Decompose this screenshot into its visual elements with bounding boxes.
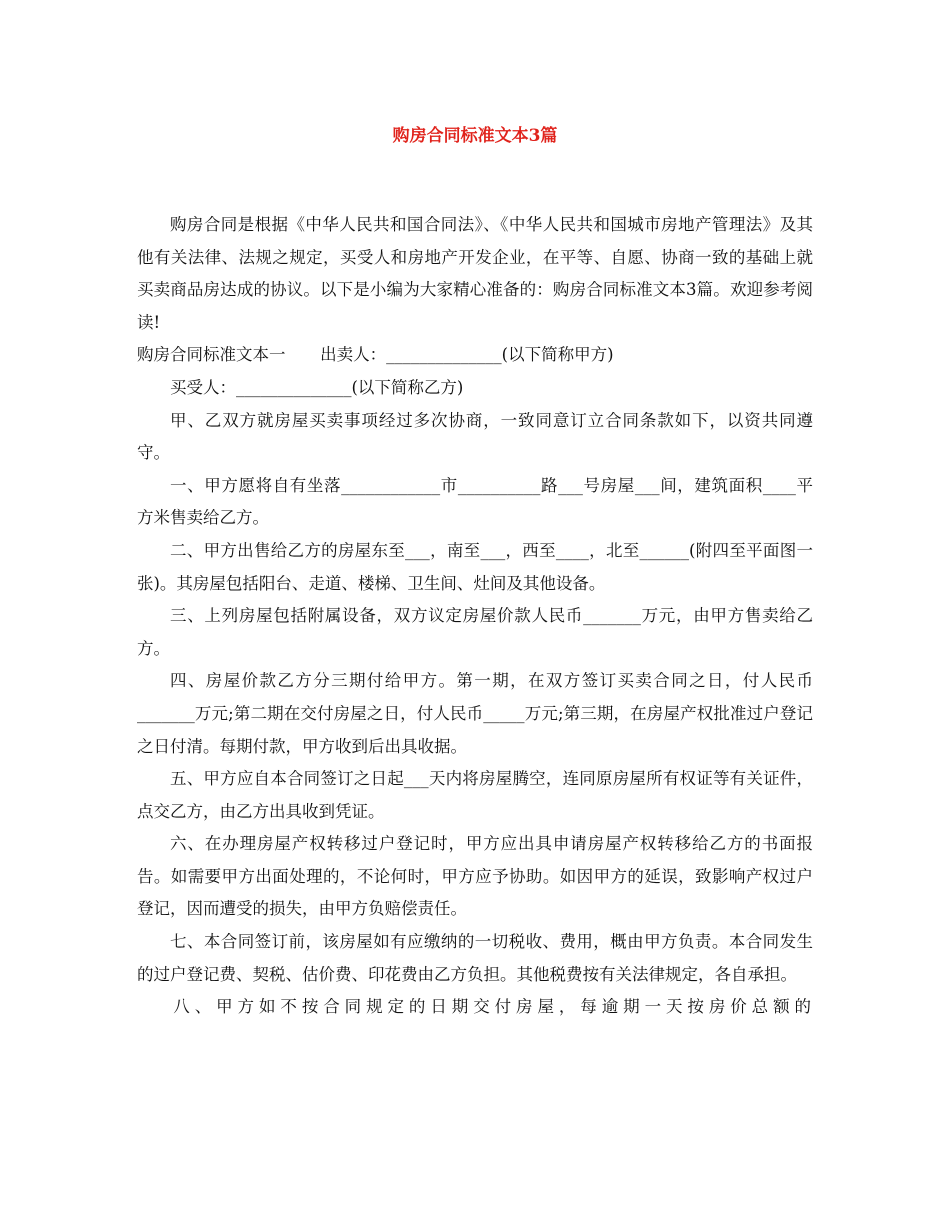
- clause-7: 七、本合同签订前，该房屋如有应缴纳的一切税收、费用，概由甲方负责。本合同发生的过户登记费、契税、估价费、印花费由乙方负担。其他税费按有关法律规定，各自承担。: [137, 932, 813, 984]
- document-title: 购房合同标准文本3篇: [392, 126, 558, 146]
- clause-8: 八、甲方如不按合同规定的日期交付房屋，每逾期一天按房价总额的: [173, 997, 813, 1017]
- clause-4: 四、房屋价款乙方分三期付给甲方。第一期，在双方签订买卖合同之日，付人民币_______万元;第二期在交付房屋之日，付人民币_____万元;第三期，在房屋产权批准过户登记之日付清。每期付款，甲方收到后出具收据。: [137, 671, 813, 756]
- section-heading: 购房合同标准文本一: [137, 345, 286, 365]
- preamble-paragraph: 甲、乙双方就房屋买卖事项经过多次协商，一致同意订立合同条款如下，以资共同遵守。: [137, 410, 813, 463]
- seller-line: 出卖人：______________(以下简称甲方): [320, 345, 614, 365]
- intro-paragraph: 购房合同是根据《中华人民共和国合同法》、《中华人民共和国城市房地产管理法》及其他有关法律、法规之规定，买受人和房地产开发企业，在平等、自愿、协商一致的基础上就买卖商品房达成的协议。以下是小编为大家精心准备的：购房合同标准文本3篇。欢迎参考阅读!: [137, 215, 813, 332]
- clause-6: 六、在办理房屋产权转移过户登记时，甲方应出具申请房屋产权转移给乙方的书面报告。如需要甲方出面处理的，不论何时，甲方应予协助。如因甲方的延误，致影响产权过户登记，因而遭受的损失，由甲方负赔偿责任。: [137, 834, 813, 919]
- buyer-line: 买受人：______________(以下简称乙方): [170, 377, 464, 397]
- clause-5: 五、甲方应自本合同签订之日起___天内将房屋腾空，连同原房屋所有权证等有关证件，点交乙方，由乙方出具收到凭证。: [137, 769, 813, 821]
- clause-1: 一、甲方愿将自有坐落____________市__________路___号房屋___间，建筑面积____平方米售卖给乙方。: [137, 475, 813, 528]
- document-body: [137, 209, 813, 1024]
- section-heading-line: [137, 339, 813, 372]
- clause-2: 二、甲方出售给乙方的房屋东至___，南至___，西至____，北至______(附四至平面图一张)。其房屋包括阳台、走道、楼梯、卫生间、灶间及其他设备。: [137, 540, 813, 593]
- clause-3: 三、上列房屋包括附属设备，双方议定房屋价款人民币_______万元，由甲方售卖给乙方。: [137, 606, 813, 658]
